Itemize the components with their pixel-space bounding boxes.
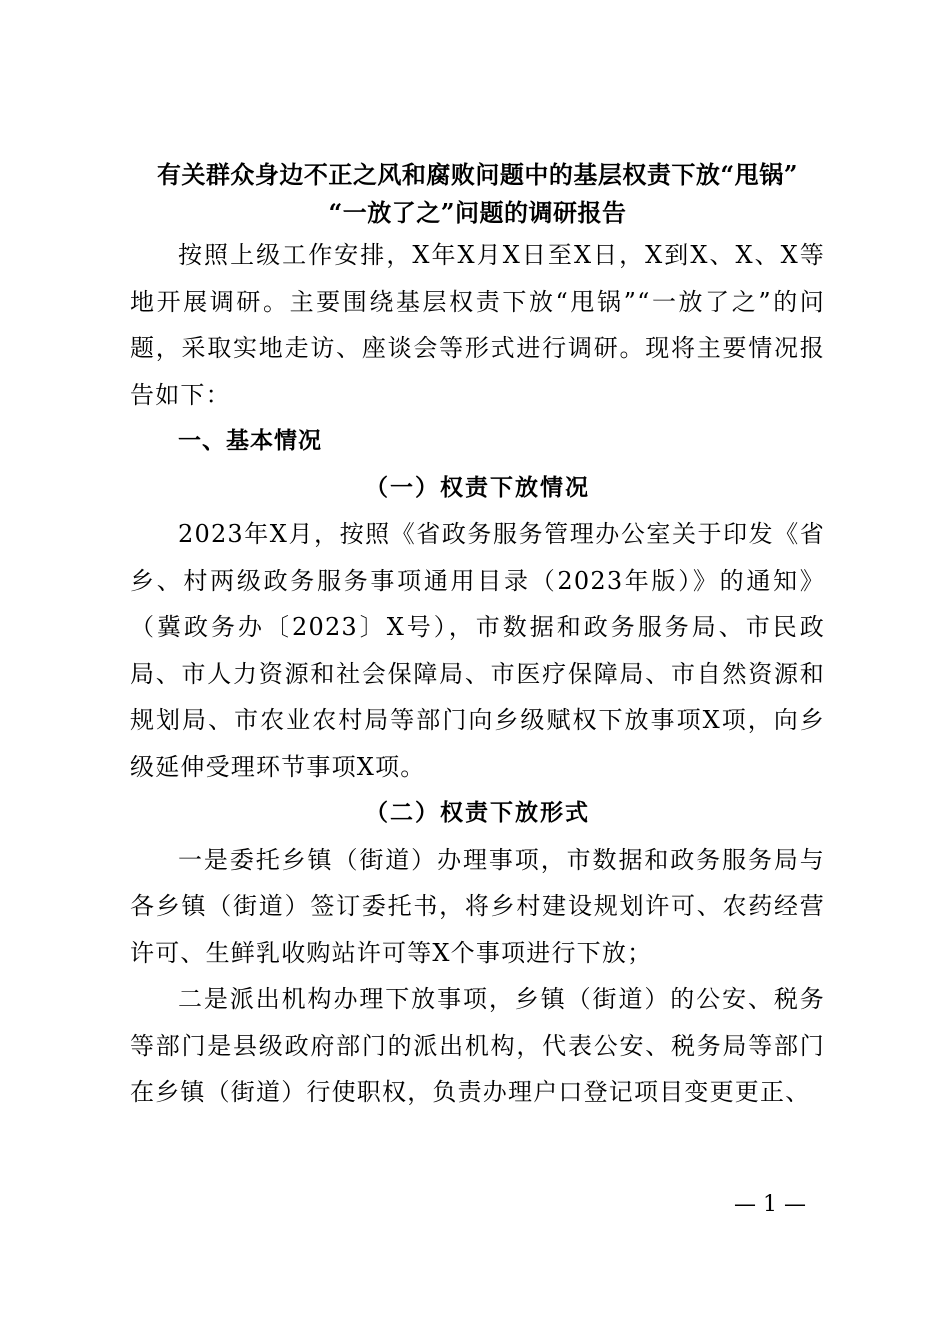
document-body <box>130 156 825 1116</box>
page-number: — 1 — <box>734 1192 806 1217</box>
delegation-situation-paragraph: 2023年X月，按照《省政务服务管理办公室关于印发《省乡、村两级政务服务事项通用目录（2023年版）》的通知》（冀政务办〔2023〕X号），市数据和政务服务局、市民政局、市人力资源和社会保障局、市医疗保障局、市自然资源和规划局、市农业农村局等部门向乡级赋权下放事项X项，向乡级延伸受理环节事项X项。 <box>130 520 825 781</box>
delegation-form-item-1: 一是委托乡镇（街道）办理事项，市数据和政务服务局与各乡镇（街道）签订委托书，将乡村建设规划许可、农药经营许可、生鲜乳收购站许可等X个事项进行下放； <box>130 845 825 967</box>
subsection-heading-delegation-situation: （一）权责下放情况 <box>365 473 590 501</box>
document-title <box>130 156 825 232</box>
document-title-line-1: 有关群众身边不正之风和腐败问题中的基层权责下放“甩锅” <box>156 160 799 189</box>
delegation-form-item-2: 二是派出机构办理下放事项，乡镇（街道）的公安、税务等部门是县级政府部门的派出机构，代表公安、税务局等部门在乡镇（街道）行使职权，负责办理户口登记项目变更更正、 <box>130 985 825 1106</box>
intro-paragraph: 按照上级工作安排，X年X月X日至X日，X到X、X、X等地开展调研。主要围绕基层权责下放“甩锅”“一放了之”的问题，采取实地走访、座谈会等形式进行调研。现将主要情况报告如下： <box>130 241 825 409</box>
document-title-line-2: “一放了之”问题的调研报告 <box>328 198 627 227</box>
section-heading-basic-situation: 一、基本情况 <box>178 428 322 454</box>
subsection-heading-delegation-form: （二）权责下放形式 <box>365 799 590 826</box>
